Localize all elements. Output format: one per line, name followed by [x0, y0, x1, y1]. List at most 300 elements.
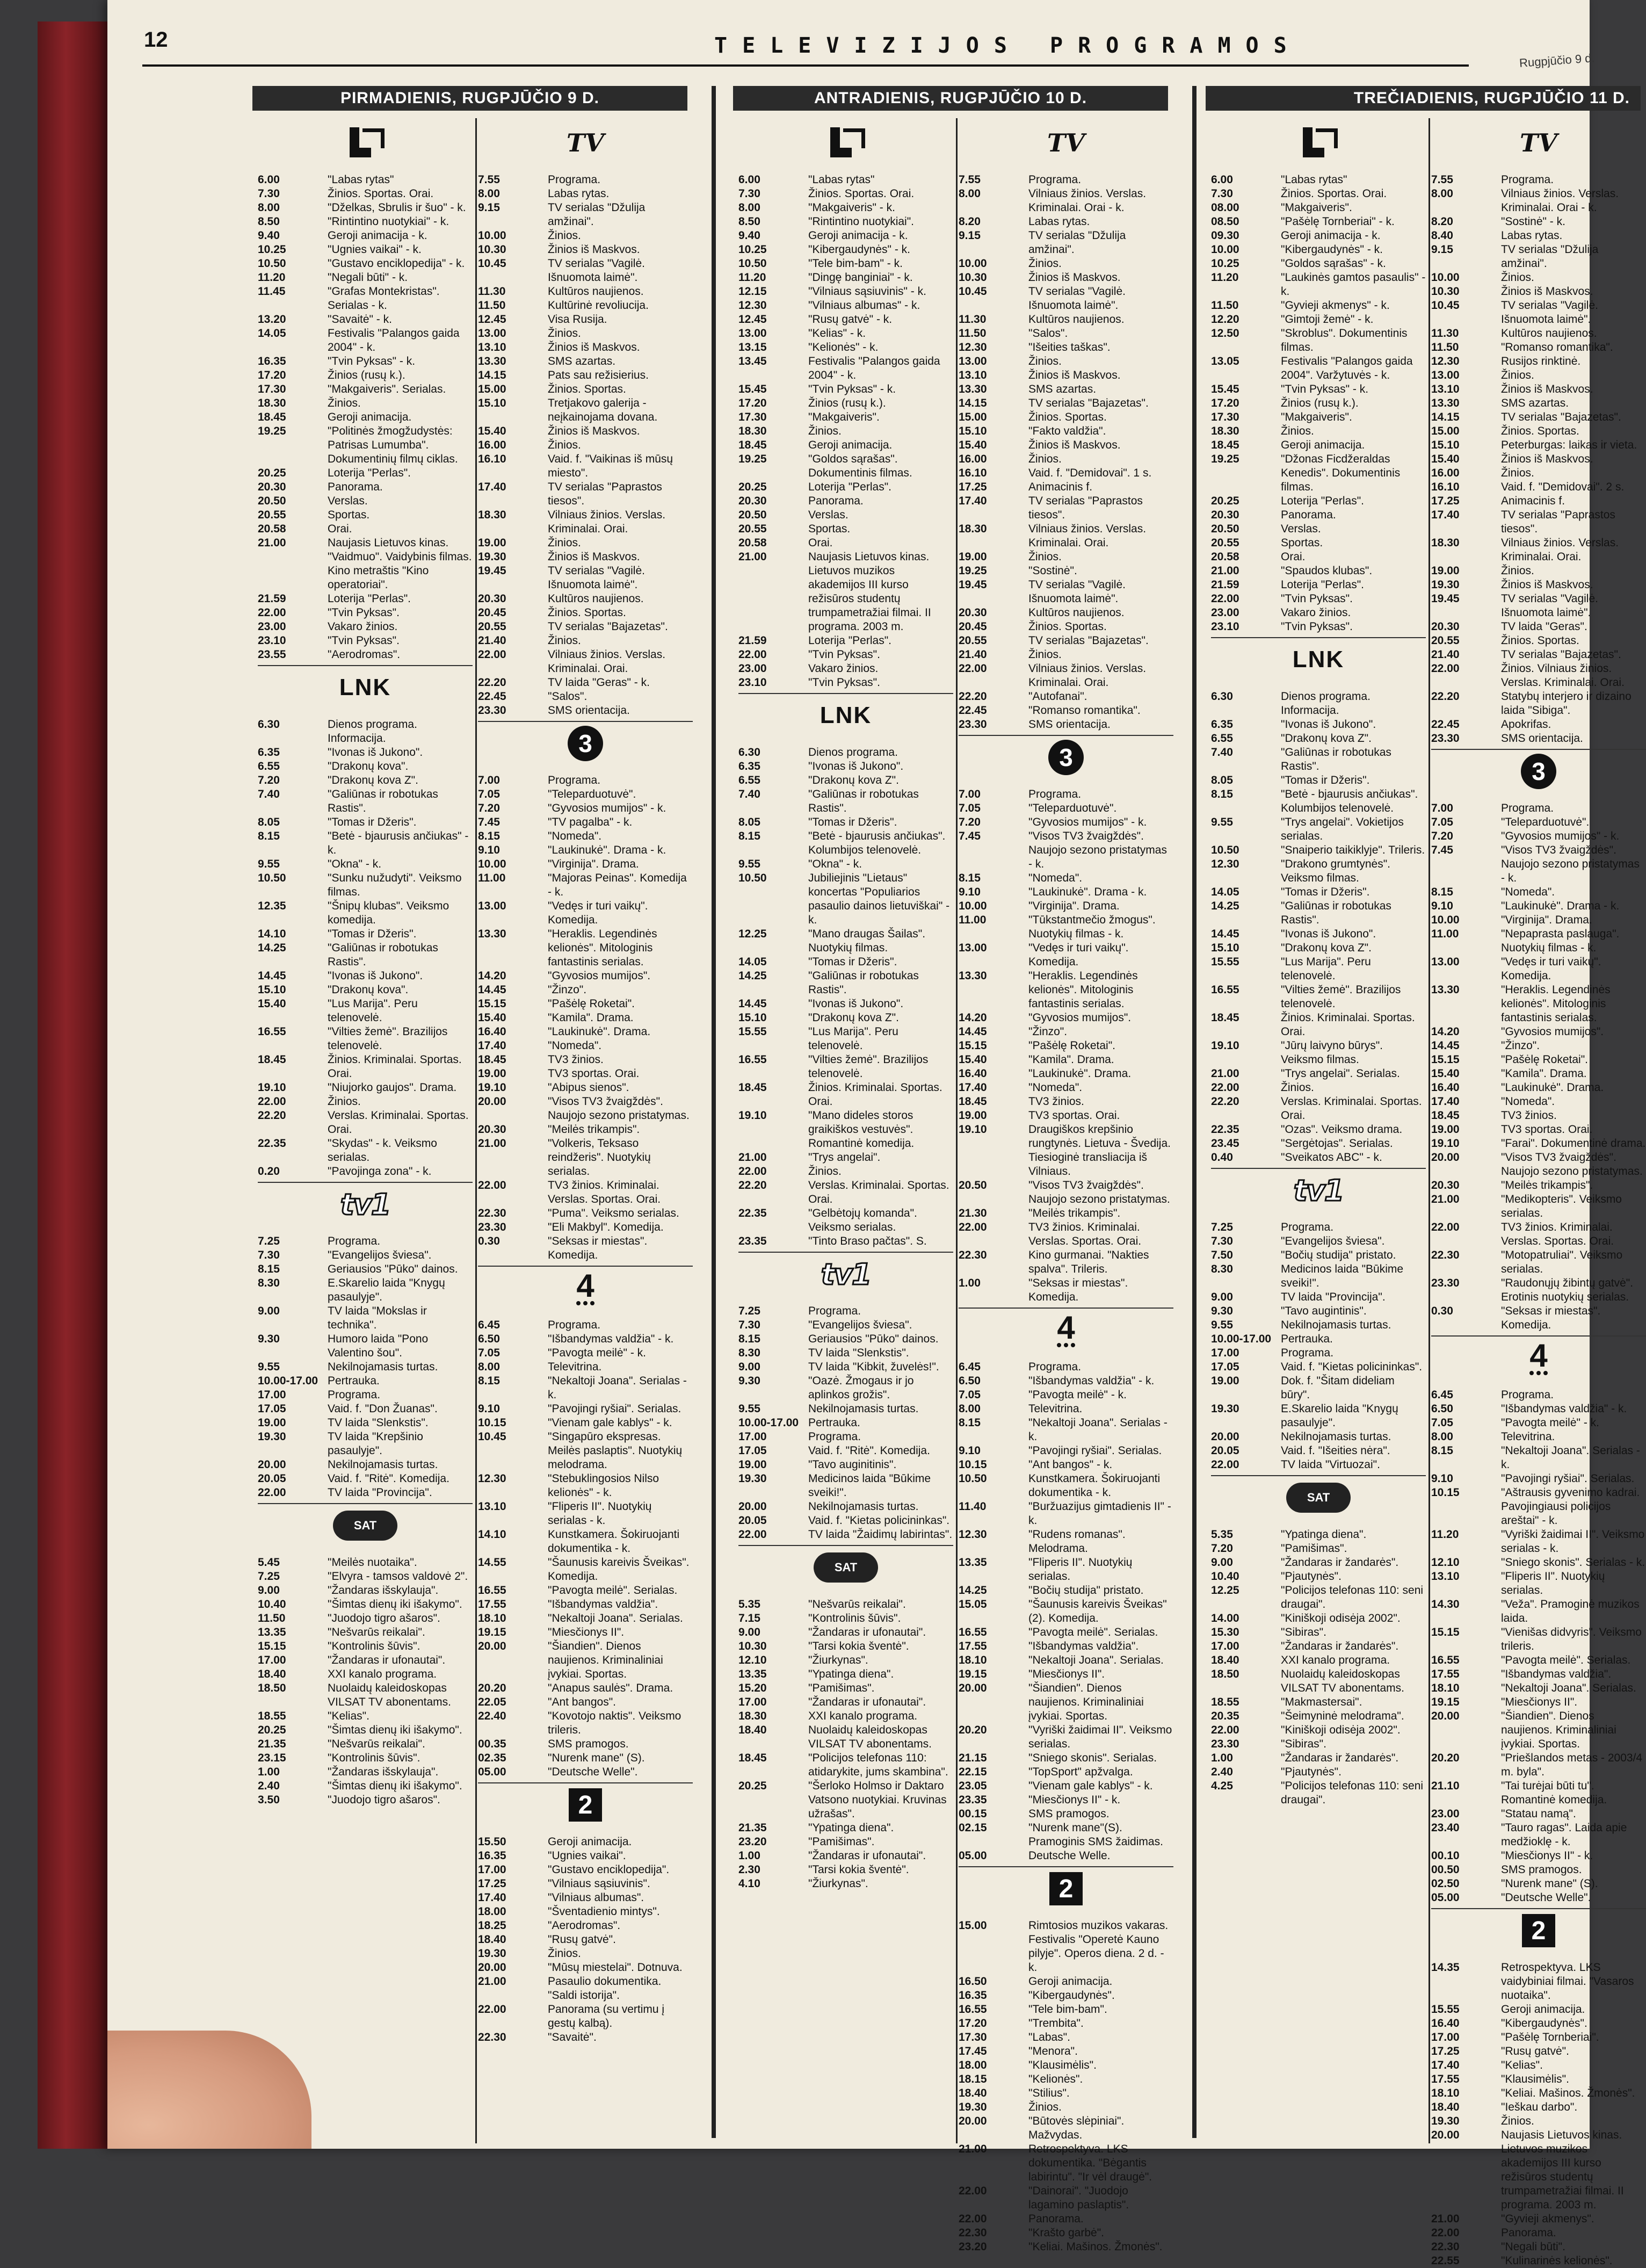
program-time: 6.30	[738, 746, 760, 759]
program-time: 14.45	[258, 970, 286, 982]
program-row	[959, 815, 1173, 829]
program-time: 20.50	[1211, 523, 1239, 535]
program-row	[478, 592, 693, 606]
program-row	[258, 815, 473, 829]
program-row	[478, 1905, 693, 1919]
program-row	[478, 899, 693, 927]
program-time: 8.20	[1431, 215, 1453, 228]
program-row	[1211, 1151, 1426, 1165]
program-title: Programa.	[1281, 1347, 1334, 1359]
program-time: 19.45	[959, 579, 987, 591]
program-title: Verslas.	[808, 509, 849, 521]
program-title: "Ant bangos".	[548, 1696, 616, 1708]
program-row	[258, 285, 473, 313]
program-title: Medicinos laida "Būkime sveiki!".	[1281, 1263, 1404, 1289]
program-time: 6.50	[959, 1375, 981, 1387]
program-row	[738, 1723, 953, 1751]
program-title: Kino gurmanai. "Nakties spalva". Trileris.	[1028, 1249, 1149, 1275]
program-title: Žinios.	[548, 229, 581, 242]
program-row	[1211, 424, 1426, 438]
program-title: "Miesčionys II" - k.	[1501, 1850, 1593, 1862]
program-row	[478, 1695, 693, 1709]
program-title: Žinios iš Maskvos.	[1028, 271, 1121, 284]
program-row	[959, 327, 1173, 341]
program-title: "Tavo auginitinis".	[808, 1458, 897, 1471]
program-title: "Negali būti".	[1501, 2241, 1565, 2253]
program-title: "Priešlandos metas - 2003/4 m. byla".	[1501, 1752, 1643, 1778]
program-row	[738, 1528, 953, 1542]
program-row	[258, 1793, 473, 1807]
program-row	[478, 648, 693, 676]
program-time: 22.00	[1431, 662, 1460, 675]
channel-header	[1431, 1335, 1646, 1379]
program-time: 12.25	[1211, 1584, 1239, 1597]
program-time: 19.00	[478, 537, 506, 549]
program-title: "Kiniškoji odisėja 2002".	[1281, 1612, 1401, 1624]
program-title: "Policijos telefonas 110: atidarykite, jums skambina".	[808, 1752, 948, 1778]
program-time: 13.05	[1211, 355, 1239, 367]
program-time: 7.55	[959, 174, 981, 186]
program-time: 18.30	[738, 1710, 767, 1722]
program-title: TV3 žinios. Kriminalai. Verslas. Sportas. Orai.	[1501, 1221, 1614, 1247]
program-row	[258, 1472, 473, 1486]
program-time: 20.55	[1211, 537, 1239, 549]
program-title: Panorama.	[1281, 509, 1336, 521]
program-title: Kunstkamera. Šokiruojanti dokumentika - k.	[1028, 1472, 1161, 1499]
program-row	[1431, 927, 1646, 955]
program-row	[1431, 299, 1646, 327]
program-title: TV serialas "Džulija amžinai".	[1028, 229, 1126, 256]
program-row	[1431, 1067, 1646, 1081]
program-title: Pertrauka.	[328, 1375, 380, 1387]
program-time: 18.00	[478, 1905, 506, 1918]
program-title: "Nekaltoji Joana". Serialas.	[548, 1612, 683, 1624]
program-time: 8.00	[959, 187, 981, 200]
program-row	[1431, 1751, 1646, 1779]
program-title: "Tomas ir Džeris".	[808, 956, 897, 968]
program-time: 13.30	[478, 355, 506, 367]
program-title: Loterija "Perlas".	[808, 634, 891, 647]
program-time: 7.50	[1211, 1249, 1233, 1261]
program-time: 2.30	[738, 1863, 760, 1876]
program-row	[1431, 2003, 1646, 2017]
program-time: 22.00	[1211, 1458, 1239, 1471]
channel-header	[258, 665, 473, 709]
program-title: Verslas. Kriminalai. Sportas. Orai.	[808, 1179, 949, 1205]
program-title: "Šimtas dienų iki išakymo".	[328, 1780, 462, 1792]
program-time: 6.55	[738, 774, 760, 786]
channel-header	[738, 121, 953, 164]
program-row	[738, 1179, 953, 1207]
program-row	[478, 857, 693, 871]
program-row	[738, 676, 953, 690]
program-row	[959, 1751, 1173, 1765]
program-time: 6.50	[478, 1333, 500, 1345]
program-row	[478, 355, 693, 369]
program-time: 9.10	[959, 886, 981, 898]
program-row	[738, 1598, 953, 1612]
program-row	[959, 1123, 1173, 1179]
program-title: "Seksas ir miestas". Komedija.	[1028, 1277, 1128, 1303]
program-row	[478, 1416, 693, 1430]
program-title: "Vedęs ir turi vaikų". Komedija.	[548, 900, 648, 926]
program-row	[1211, 1220, 1426, 1234]
program-time: 15.15	[959, 1039, 987, 1052]
program-title: "Nekaltoji Joana". Serialas - k.	[548, 1375, 687, 1401]
program-time: 7.30	[1211, 1235, 1233, 1247]
program-title: Programa.	[548, 774, 601, 786]
program-title: Programa.	[548, 1319, 601, 1331]
program-time: 22.55	[1431, 2255, 1460, 2267]
program-title: "Tvin Pyksas".	[1281, 620, 1353, 633]
program-row	[1431, 829, 1646, 843]
program-row	[478, 676, 693, 690]
program-time: 22.45	[1431, 718, 1460, 731]
program-title: "Tai turėjai būti tu". Romantinė komedija.	[1501, 1780, 1607, 1806]
program-time: 11.45	[258, 285, 286, 298]
program-title: Sportas.	[808, 523, 851, 535]
program-row	[959, 871, 1173, 885]
program-title: "Meilės nuotaika".	[328, 1556, 417, 1569]
program-time: 20.00	[478, 1961, 506, 1974]
program-title: Žinios.	[1281, 1081, 1314, 1094]
program-time: 7.30	[258, 187, 280, 200]
program-row	[478, 424, 693, 438]
program-time: 22.30	[959, 2227, 987, 2239]
program-time: 7.30	[1211, 187, 1233, 200]
program-title: "Vilties žemė". Brazilijos telenovelė.	[1281, 984, 1401, 1010]
program-title: "Kibergaudynės".	[1501, 2017, 1587, 2029]
program-title: "Kamila". Drama.	[1501, 1067, 1587, 1080]
program-row	[1211, 955, 1426, 983]
program-row	[258, 271, 473, 285]
program-time: 18.00	[959, 2059, 987, 2071]
program-time: 12.30	[1211, 858, 1239, 870]
program-row	[1211, 592, 1426, 606]
program-time: 13.30	[1431, 397, 1460, 409]
program-time: 20.00	[1431, 2129, 1460, 2141]
program-row	[959, 1472, 1173, 1500]
program-row	[258, 215, 473, 229]
program-row	[1211, 1137, 1426, 1151]
program-row	[1211, 508, 1426, 522]
program-time: 7.30	[738, 187, 760, 200]
program-row	[478, 1975, 693, 2003]
program-title: "Okna" - k.	[328, 858, 382, 870]
program-title: Žinios. Sportas.	[1501, 425, 1579, 437]
program-row	[738, 1416, 953, 1430]
program-title: "Žiurkynas".	[808, 1877, 868, 1890]
program-title: "Vilties žemė". Brazilijos telenovelė.	[328, 1025, 448, 1052]
program-time: 20.20	[478, 1682, 506, 1694]
program-time: 23.30	[1431, 732, 1460, 745]
program-title: "Drakonų kova Z".	[328, 774, 418, 786]
program-row	[1431, 1821, 1646, 1849]
program-time: 22.00	[1431, 1221, 1460, 1233]
program-time: 17.40	[478, 481, 506, 493]
program-title: TV serialas "Paprastos tiesos".	[548, 481, 662, 507]
program-time: 19.00	[1211, 1375, 1239, 1387]
program-title: Geroji animacija.	[808, 439, 893, 451]
program-row	[1211, 396, 1426, 410]
program-time: 17.45	[959, 2045, 987, 2057]
program-row	[1211, 1779, 1426, 1807]
program-time: 16.00	[478, 439, 506, 451]
program-time: 21.59	[258, 593, 286, 605]
program-row	[1211, 983, 1426, 1011]
program-row	[959, 382, 1173, 396]
program-time: 22.00	[258, 1095, 286, 1108]
program-title: "Teleparduotuvė".	[548, 788, 636, 800]
program-row	[478, 1053, 693, 1067]
program-title: TV laida "Žaidimų labirintas".	[808, 1528, 953, 1541]
program-title: "Spaudos klubas".	[1281, 565, 1373, 577]
program-time: 21.40	[959, 648, 987, 661]
program-row	[1431, 229, 1646, 243]
program-title: "Pašėlę Roketai".	[1028, 1039, 1115, 1052]
program-time: 16.10	[1431, 481, 1460, 493]
program-title: "Pamišimas".	[1281, 1542, 1347, 1555]
program-time: 16.00	[959, 453, 987, 465]
program-title: "Skroblus". Dokumentinis filmas.	[1281, 327, 1408, 353]
program-title: "Kiniškoji odisėja 2002".	[1281, 1724, 1401, 1736]
program-title: "Pavojingi ryšiai". Serialas.	[1501, 1472, 1635, 1485]
program-row	[478, 1095, 693, 1123]
program-row	[1431, 578, 1646, 592]
program-row	[478, 1835, 693, 1849]
program-time: 19.15	[1431, 1696, 1460, 1708]
program-row	[738, 1821, 953, 1835]
program-row	[738, 1863, 953, 1877]
program-time: 20.00	[1211, 1431, 1239, 1443]
page-title: TELEVIZIJOS PROGRAMOS	[714, 33, 1302, 58]
program-time: 9.30	[1211, 1305, 1233, 1317]
program-title: "Žandaras ir žandarės".	[1281, 1640, 1399, 1652]
program-row	[258, 1388, 473, 1402]
program-time: 7.20	[1431, 830, 1453, 842]
program-title: "Žiurkynas".	[808, 1654, 868, 1666]
program-time: 7.05	[1431, 1417, 1453, 1429]
program-title: "Žinzo".	[1501, 1039, 1540, 1052]
program-time: 7.05	[1431, 816, 1453, 828]
program-title: Žinios. Vilniaus žinios. Verslas. Kriminalai. Orai.	[1501, 662, 1625, 689]
program-time: 17.05	[738, 1444, 767, 1457]
program-title: TV laida "Slenkstis".	[328, 1417, 429, 1429]
program-time: 08.00	[1211, 201, 1239, 214]
program-title: Žinios (rusų k.).	[1281, 397, 1359, 409]
program-row	[1211, 1584, 1426, 1612]
program-row	[959, 1849, 1173, 1863]
program-time: 16.40	[1431, 1081, 1460, 1094]
program-time: 7.05	[959, 802, 981, 814]
program-time: 23.00	[738, 662, 767, 675]
program-title: "Kontrolinis šūvis".	[328, 1752, 420, 1764]
program-title: "Makgaiveris". Serialas.	[328, 383, 446, 395]
program-time: 16.50	[959, 1975, 987, 1988]
program-title: "Žandaras išskylauja".	[328, 1584, 439, 1597]
program-time: 15.40	[478, 1012, 506, 1024]
program-row	[258, 774, 473, 788]
program-row	[738, 173, 953, 187]
program-title: "Meilės trikampis".	[548, 1123, 640, 1136]
program-row	[258, 1025, 473, 1053]
program-row	[478, 1639, 693, 1681]
program-time: 10.50	[1211, 844, 1239, 856]
program-row	[1431, 1137, 1646, 1151]
program-title: "Ypatinga diena".	[1281, 1528, 1367, 1541]
program-row	[959, 941, 1173, 969]
program-time: 7.00	[1431, 802, 1453, 814]
program-row	[1211, 1542, 1426, 1556]
program-time: 18.10	[1431, 1682, 1460, 1694]
program-title: "Galiūnas ir robotukas Rastis".	[808, 788, 919, 814]
program-title: "Gimtoji žemė" - k.	[1281, 313, 1374, 326]
program-time: 19.30	[1211, 1403, 1239, 1415]
program-title: Nekilnojamasis turtas.	[1281, 1431, 1391, 1443]
program-title: "Šaunusis kareivis Šveikas". Komedija.	[548, 1556, 690, 1583]
program-row	[1211, 1248, 1426, 1262]
program-row	[478, 1556, 693, 1584]
program-title: Programa.	[1281, 1221, 1334, 1233]
program-title: "Niujorko gaujos". Drama.	[328, 1081, 457, 1094]
program-row	[738, 355, 953, 382]
program-title: "Gustavo enciklopedija".	[548, 1863, 670, 1876]
program-title: Loterija "Perlas".	[1281, 579, 1364, 591]
program-title: SMS orientacija.	[1028, 718, 1111, 731]
program-title: "Rudens romanas". Melodrama.	[1028, 1528, 1126, 1555]
program-time: 22.30	[478, 2031, 506, 2043]
channel-header	[1211, 121, 1426, 164]
program-row	[1431, 1556, 1646, 1570]
program-title: "Šventadienio mintys".	[548, 1905, 660, 1918]
day-column	[252, 86, 690, 2159]
program-time: 17.25	[478, 1877, 506, 1890]
program-row	[959, 1081, 1173, 1095]
program-time: 22.45	[478, 690, 506, 703]
program-title: "Ivonas iš Jukono".	[808, 998, 904, 1010]
program-time: 17.00	[1211, 1640, 1239, 1652]
program-row	[1431, 1304, 1646, 1332]
program-time: 17.55	[959, 1640, 987, 1652]
program-title: Orai.	[1281, 551, 1306, 563]
program-title: "Tauro ragas". Laida apie medžioklę - k.	[1501, 1822, 1627, 1848]
program-row	[1431, 215, 1646, 229]
program-time: 18.55	[1211, 1696, 1239, 1708]
program-time: 7.25	[1211, 1221, 1233, 1233]
program-time: 10.00	[1211, 243, 1239, 256]
program-row	[1431, 2212, 1646, 2226]
program-time: 15.15	[478, 998, 506, 1010]
tv4-logo-icon: 4	[576, 1271, 594, 1305]
program-time: 05.00	[478, 1766, 506, 1778]
program-time: 11.50	[1211, 299, 1239, 312]
program-time: 13.15	[738, 341, 767, 353]
program-title: "Laukinukė". Drama.	[1501, 1081, 1604, 1094]
program-time: 19.10	[1431, 1137, 1460, 1150]
program-time: 14.45	[478, 984, 506, 996]
program-title: "Makgaiveris" - k.	[808, 201, 895, 214]
program-title: TV serialas "Bajazetas".	[1501, 648, 1621, 661]
program-time: 23.15	[258, 1752, 286, 1764]
program-title: "Tarsi kokia šventė".	[808, 1640, 909, 1652]
program-title: TV serialas "Vagilė. Išnuomota laimė".	[1028, 579, 1126, 605]
program-row	[959, 885, 1173, 899]
program-title: "Okna" - k.	[808, 858, 862, 870]
program-title: "Kelionės".	[1028, 2073, 1083, 2085]
program-time: 17.05	[1211, 1361, 1239, 1373]
program-time: 14.55	[478, 1556, 506, 1569]
program-title: "Išbandymas valdžia" - k.	[548, 1333, 674, 1345]
program-title: TV serialas "Bajazetas".	[1028, 634, 1149, 647]
program-row	[258, 396, 473, 410]
program-title: "Visos TV3 žvaigždės". Naujojo sezono pristatymas.	[548, 1095, 690, 1122]
channel-header	[258, 1182, 473, 1226]
program-row	[959, 369, 1173, 382]
program-row	[258, 718, 473, 746]
program-title: Žinios. Sportas.	[548, 606, 626, 619]
program-title: Kultūros naujienos.	[548, 593, 644, 605]
program-time: 11.30	[478, 285, 506, 298]
program-time: 11.00	[478, 872, 506, 884]
program-title: "Stilius".	[1028, 2087, 1070, 2099]
program-row	[738, 997, 953, 1011]
program-row	[959, 899, 1173, 913]
program-title: TV serialas "Bajazetas".	[548, 620, 668, 633]
program-time: 23.05	[959, 1780, 987, 1792]
program-row	[738, 341, 953, 355]
program-title: Žinios.	[548, 634, 581, 647]
program-title: "Romanso romantika".	[1501, 341, 1613, 353]
program-time: 15.45	[1211, 383, 1239, 395]
program-time: 20.05	[738, 1514, 767, 1527]
program-row	[258, 410, 473, 424]
program-time: 7.45	[959, 830, 981, 842]
program-title: "Žandaras išskylauja".	[328, 1766, 439, 1778]
program-time: 10.45	[478, 257, 506, 270]
program-time: 19.30	[258, 1431, 286, 1443]
program-row	[478, 1877, 693, 1891]
program-time: 13.00	[478, 327, 506, 340]
program-time: 22.05	[478, 1696, 506, 1708]
program-row	[738, 1779, 953, 1821]
program-title: Žinios iš Maskvos.	[548, 243, 640, 256]
program-row	[959, 410, 1173, 424]
program-row	[738, 313, 953, 327]
program-row	[1431, 1807, 1646, 1821]
program-row	[258, 1667, 473, 1681]
program-row	[478, 690, 693, 704]
program-title: Televitrina.	[1028, 1403, 1083, 1415]
program-row	[1431, 466, 1646, 480]
program-title: "Rusų gatvė".	[1501, 2045, 1569, 2057]
program-time: 00.15	[959, 1808, 987, 1820]
program-row	[959, 1248, 1173, 1276]
program-time: 19.10	[959, 1123, 987, 1136]
program-title: "Galiūnas ir robotukas Rastis".	[328, 942, 438, 968]
program-time: 22.45	[959, 704, 987, 717]
program-time: 15.10	[738, 1012, 767, 1024]
program-time: 17.40	[959, 1081, 987, 1094]
program-time: 22.20	[258, 1109, 286, 1122]
program-title: "Žandaras ir žandarės".	[1281, 1752, 1399, 1764]
program-row	[1211, 299, 1426, 313]
program-time: 9.00	[258, 1584, 280, 1597]
program-time: 16.10	[959, 467, 987, 479]
program-title: "Pamišimas".	[808, 1682, 875, 1694]
program-row	[959, 1416, 1173, 1444]
program-row	[1431, 1472, 1646, 1486]
program-title: Panorama.	[1501, 2227, 1556, 2239]
